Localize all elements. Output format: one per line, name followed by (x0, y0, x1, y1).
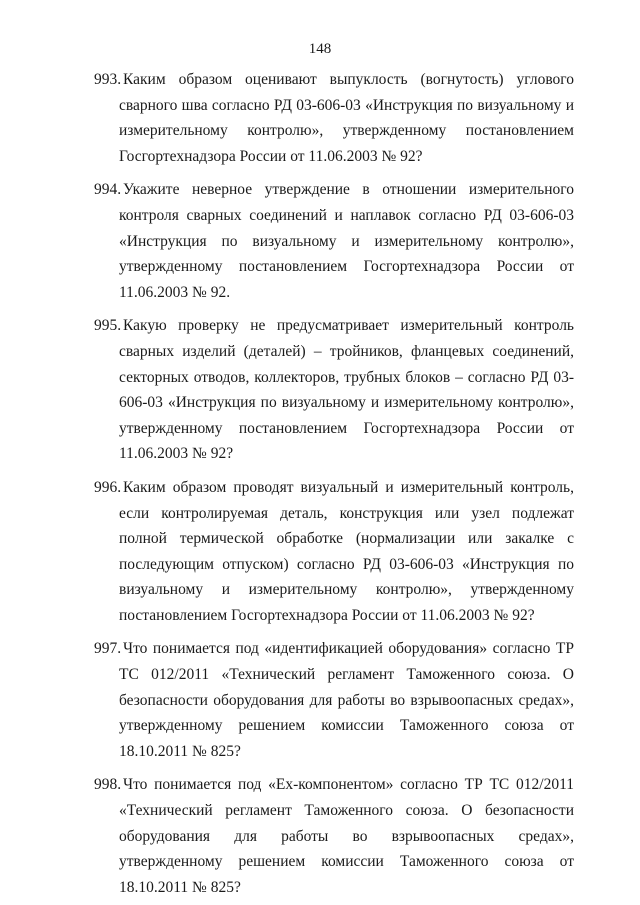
question-item (0, 636, 640, 764)
question-text: Каким образом оценивают выпуклость (вогнутость) углового сварного шва согласно РД 03-606-03 «Инструкция по визуальному и измерительному контролю», утвержденному постановлением Госгортехнадзора России от 11.06.2003 № 92? (119, 71, 574, 165)
question-text: Каким образом проводят визуальный и измерительный контроль, если контролируемая деталь, конструкция или узел подлежат полной термической обработке (нормализации или закалке с последующим отпуском) согласно РД 03-606-03 «Инструкция по визуальному и измерительному контролю», утвержденному постановлением Госгортехнадзора России от 11.06.2003 № 92? (119, 478, 574, 624)
question-text: Какую проверку не предусматривает измерительный контроль сварных изделий (деталей) – тройников, фланцевых соединений, секторных отводов, коллекторов, трубных блоков – согласно РД 03-606-03 «Инструкция по визуальному и измерительному контролю», утвержденному постановлением Госгортехнадзора России от 11.06.2003 № 92? (119, 317, 574, 463)
question-item (0, 67, 640, 169)
question-text: Что понимается под «идентификацией оборудования» согласно ТР ТС 012/2011 «Технический регламент Таможенного союза. О безопасности оборудования для работы во взрывоопасных средах», утвержденному решением комиссии Таможенного союза от 18.10.2011 № 825? (119, 640, 574, 760)
question-item (0, 177, 640, 305)
page-number: 148 (308, 41, 332, 57)
question-number: 994. (94, 181, 122, 199)
question-number: 998. (94, 776, 122, 794)
question-item (0, 475, 640, 629)
question-number: 997. (94, 640, 122, 658)
question-number: 993. (94, 71, 122, 88)
question-item (0, 313, 640, 467)
question-item (0, 772, 640, 900)
question-list (0, 67, 640, 900)
question-text: Что понимается под «Ех-компонентом» согласно ТР ТС 012/2011 «Технический регламент Таможенного союза. О безопасности оборудования для работы во взрывоопасных средах», утвержденному решением комиссии Таможенного союза от 18.10.2011 № 825? (119, 776, 574, 896)
question-text: Укажите неверное утверждение в отношении измерительного контроля сварных соединений и наплавок согласно РД 03-606-03 «Инструкция по визуальному и измерительному контролю», утвержденному постановлением Госгортехнадзора России от 11.06.2003 № 92. (119, 181, 574, 301)
question-number: 996. (94, 478, 122, 496)
question-number: 995. (94, 317, 122, 335)
